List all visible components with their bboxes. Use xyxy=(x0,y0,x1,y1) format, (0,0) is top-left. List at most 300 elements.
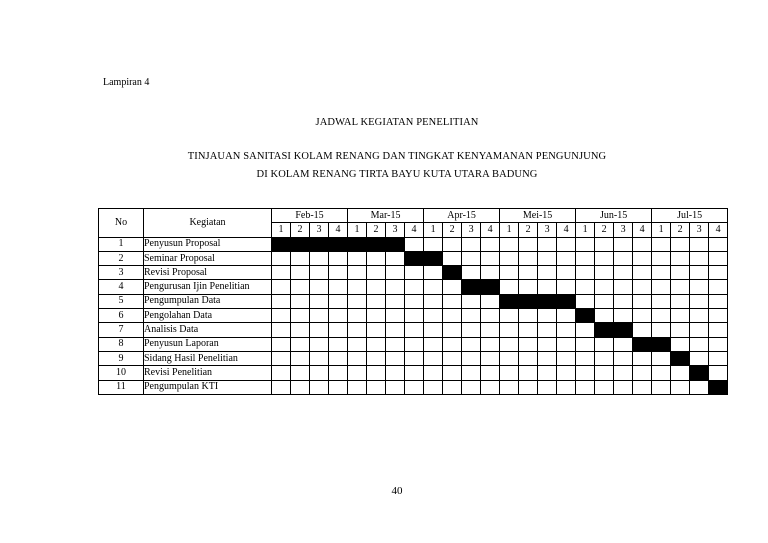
schedule-cell xyxy=(614,280,633,294)
schedule-cell xyxy=(595,280,614,294)
schedule-cell xyxy=(443,251,462,265)
row-number: 5 xyxy=(99,294,144,308)
schedule-cell xyxy=(481,337,500,351)
schedule-cell xyxy=(310,309,329,323)
schedule-cell xyxy=(538,366,557,380)
schedule-cell xyxy=(576,351,595,365)
schedule-cell xyxy=(272,323,291,337)
schedule-cell xyxy=(462,237,481,251)
schedule-cell-active xyxy=(709,380,728,394)
schedule-cell xyxy=(595,309,614,323)
schedule-cell xyxy=(614,351,633,365)
schedule-cell xyxy=(386,323,405,337)
activity-name: Pengurusan Ijin Penelitian xyxy=(144,280,272,294)
activity-name: Penyusun Laporan xyxy=(144,337,272,351)
schedule-cell xyxy=(481,266,500,280)
schedule-cell xyxy=(443,337,462,351)
schedule-cell xyxy=(500,323,519,337)
schedule-cell xyxy=(538,280,557,294)
schedule-cell xyxy=(386,294,405,308)
schedule-cell xyxy=(329,380,348,394)
schedule-cell xyxy=(576,266,595,280)
schedule-cell xyxy=(405,323,424,337)
schedule-cell xyxy=(690,251,709,265)
schedule-cell xyxy=(576,251,595,265)
schedule-cell xyxy=(348,251,367,265)
document-title: JADWAL KEGIATAN PENELITIAN xyxy=(315,117,479,128)
week-header: 3 xyxy=(386,223,405,237)
schedule-cell xyxy=(538,237,557,251)
table-row xyxy=(99,266,728,280)
week-header: 2 xyxy=(367,223,386,237)
schedule-cell xyxy=(329,266,348,280)
schedule-cell-active xyxy=(557,294,576,308)
schedule-cell xyxy=(272,266,291,280)
schedule-cell xyxy=(462,351,481,365)
row-number: 1 xyxy=(99,237,144,251)
schedule-cell xyxy=(348,351,367,365)
schedule-cell xyxy=(709,309,728,323)
week-header: 1 xyxy=(348,223,367,237)
schedule-cell xyxy=(424,294,443,308)
week-header: 1 xyxy=(424,223,443,237)
schedule-cell xyxy=(386,309,405,323)
schedule-cell xyxy=(709,294,728,308)
schedule-cell xyxy=(481,380,500,394)
table-row xyxy=(99,366,728,380)
schedule-cell-active xyxy=(462,280,481,294)
schedule-cell-active xyxy=(386,237,405,251)
schedule-cell xyxy=(557,380,576,394)
schedule-cell xyxy=(329,366,348,380)
schedule-cell xyxy=(405,366,424,380)
schedule-cell xyxy=(329,251,348,265)
schedule-cell xyxy=(386,351,405,365)
schedule-cell xyxy=(652,280,671,294)
schedule-cell xyxy=(310,251,329,265)
schedule-cell xyxy=(500,237,519,251)
schedule-cell xyxy=(367,366,386,380)
schedule-cell xyxy=(367,294,386,308)
schedule-cell xyxy=(310,337,329,351)
schedule-cell xyxy=(462,380,481,394)
schedule-cell xyxy=(291,366,310,380)
schedule-cell xyxy=(690,323,709,337)
schedule-cell xyxy=(690,294,709,308)
schedule-cell xyxy=(272,337,291,351)
schedule-cell xyxy=(709,237,728,251)
week-header: 4 xyxy=(481,223,500,237)
schedule-cell xyxy=(500,266,519,280)
schedule-cell xyxy=(272,380,291,394)
week-header: 3 xyxy=(462,223,481,237)
activity-name: Revisi Penelitian xyxy=(144,366,272,380)
schedule-cell xyxy=(462,294,481,308)
schedule-cell xyxy=(614,337,633,351)
schedule-cell xyxy=(652,294,671,308)
activity-name: Analisis Data xyxy=(144,323,272,337)
schedule-cell xyxy=(633,380,652,394)
schedule-cell xyxy=(671,266,690,280)
schedule-cell xyxy=(576,323,595,337)
activity-name: Pengumpulan Data xyxy=(144,294,272,308)
schedule-cell-active xyxy=(367,237,386,251)
schedule-cell-active xyxy=(481,280,500,294)
schedule-cell xyxy=(690,337,709,351)
schedule-cell xyxy=(272,294,291,308)
schedule-cell xyxy=(709,323,728,337)
schedule-cell xyxy=(424,337,443,351)
schedule-cell xyxy=(405,309,424,323)
week-header: 2 xyxy=(519,223,538,237)
schedule-cell xyxy=(310,380,329,394)
schedule-cell xyxy=(614,380,633,394)
schedule-cell xyxy=(424,366,443,380)
row-number: 10 xyxy=(99,366,144,380)
schedule-cell-active xyxy=(348,237,367,251)
schedule-cell xyxy=(291,294,310,308)
schedule-cell xyxy=(576,380,595,394)
month-header: Jun-15 xyxy=(576,209,652,223)
month-header: Mei-15 xyxy=(500,209,576,223)
schedule-cell xyxy=(595,337,614,351)
schedule-cell xyxy=(443,309,462,323)
month-header: Apr-15 xyxy=(424,209,500,223)
schedule-cell xyxy=(367,380,386,394)
schedule-cell xyxy=(310,266,329,280)
schedule-cell xyxy=(424,266,443,280)
schedule-cell xyxy=(576,337,595,351)
table-row xyxy=(99,337,728,351)
table-row xyxy=(99,380,728,394)
schedule-cell-active xyxy=(291,237,310,251)
schedule-cell xyxy=(519,337,538,351)
schedule-cell xyxy=(386,380,405,394)
schedule-cell xyxy=(500,309,519,323)
schedule-cell xyxy=(538,337,557,351)
schedule-cell xyxy=(671,237,690,251)
schedule-cell xyxy=(690,237,709,251)
schedule-cell xyxy=(538,309,557,323)
week-header: 2 xyxy=(291,223,310,237)
schedule-cell xyxy=(367,266,386,280)
schedule-cell xyxy=(633,309,652,323)
schedule-cell xyxy=(519,366,538,380)
week-header: 3 xyxy=(310,223,329,237)
schedule-cell xyxy=(690,380,709,394)
schedule-cell xyxy=(481,366,500,380)
schedule-cell xyxy=(595,251,614,265)
schedule-cell xyxy=(481,351,500,365)
table-row xyxy=(99,237,728,251)
schedule-cell-active xyxy=(633,337,652,351)
schedule-cell xyxy=(405,266,424,280)
schedule-cell xyxy=(272,251,291,265)
week-header: 2 xyxy=(443,223,462,237)
schedule-cell xyxy=(386,251,405,265)
schedule-cell xyxy=(538,351,557,365)
schedule-cell xyxy=(614,294,633,308)
schedule-cell xyxy=(272,351,291,365)
schedule-cell xyxy=(500,337,519,351)
schedule-cell xyxy=(424,237,443,251)
schedule-cell xyxy=(538,380,557,394)
schedule-cell xyxy=(405,380,424,394)
schedule-cell xyxy=(272,309,291,323)
schedule-cell-active xyxy=(443,266,462,280)
schedule-cell xyxy=(633,323,652,337)
schedule-cell xyxy=(633,266,652,280)
week-header: 3 xyxy=(538,223,557,237)
schedule-cell xyxy=(367,251,386,265)
schedule-cell xyxy=(462,337,481,351)
week-header: 2 xyxy=(595,223,614,237)
table-row xyxy=(99,309,728,323)
schedule-cell xyxy=(500,351,519,365)
week-header: 1 xyxy=(576,223,595,237)
schedule-cell xyxy=(595,380,614,394)
schedule-cell xyxy=(481,309,500,323)
activity-name: Sidang Hasil Penelitian xyxy=(144,351,272,365)
schedule-cell xyxy=(405,280,424,294)
schedule-cell xyxy=(462,366,481,380)
schedule-cell xyxy=(291,351,310,365)
week-header: 3 xyxy=(690,223,709,237)
week-header: 1 xyxy=(272,223,291,237)
schedule-cell xyxy=(367,337,386,351)
document-subtitle-line1: TINJAUAN SANITASI KOLAM RENANG DAN TINGKAT KENYAMANAN PENGUNJUNG xyxy=(187,151,607,162)
schedule-cell xyxy=(462,251,481,265)
schedule-cell xyxy=(652,309,671,323)
week-header: 4 xyxy=(709,223,728,237)
schedule-cell xyxy=(500,380,519,394)
schedule-cell xyxy=(614,309,633,323)
schedule-cell xyxy=(329,337,348,351)
schedule-cell xyxy=(633,280,652,294)
schedule-cell xyxy=(557,251,576,265)
schedule-cell xyxy=(652,323,671,337)
schedule-cell xyxy=(386,266,405,280)
week-header: 4 xyxy=(557,223,576,237)
table-row xyxy=(99,323,728,337)
schedule-cell xyxy=(709,351,728,365)
row-number: 7 xyxy=(99,323,144,337)
schedule-cell xyxy=(310,323,329,337)
schedule-cell xyxy=(519,380,538,394)
page-number: 40 xyxy=(391,485,403,497)
schedule-cell xyxy=(329,294,348,308)
schedule-cell xyxy=(424,351,443,365)
schedule-cell xyxy=(500,280,519,294)
schedule-cell xyxy=(405,337,424,351)
schedule-cell xyxy=(310,294,329,308)
table-row xyxy=(99,280,728,294)
schedule-cell xyxy=(443,294,462,308)
schedule-cell xyxy=(709,366,728,380)
schedule-cell xyxy=(614,251,633,265)
schedule-cell xyxy=(709,337,728,351)
schedule-cell xyxy=(614,266,633,280)
schedule-cell xyxy=(519,237,538,251)
schedule-cell-active xyxy=(595,323,614,337)
schedule-cell xyxy=(595,351,614,365)
schedule-cell xyxy=(538,251,557,265)
schedule-cell-active xyxy=(671,351,690,365)
schedule-cell xyxy=(329,323,348,337)
schedule-cell xyxy=(633,351,652,365)
schedule-cell xyxy=(329,309,348,323)
schedule-cell xyxy=(690,309,709,323)
schedule-cell xyxy=(576,237,595,251)
week-header: 4 xyxy=(329,223,348,237)
schedule-cell xyxy=(671,380,690,394)
attachment-label: Lampiran 4 xyxy=(103,77,150,88)
schedule-cell-active xyxy=(424,251,443,265)
schedule-cell xyxy=(462,309,481,323)
schedule-cell xyxy=(652,380,671,394)
schedule-cell xyxy=(595,237,614,251)
schedule-cell xyxy=(595,266,614,280)
schedule-cell xyxy=(367,351,386,365)
schedule-cell xyxy=(386,337,405,351)
schedule-cell xyxy=(538,266,557,280)
activity-name: Revisi Proposal xyxy=(144,266,272,280)
schedule-cell xyxy=(291,280,310,294)
schedule-cell-active xyxy=(538,294,557,308)
schedule-cell xyxy=(424,323,443,337)
schedule-cell xyxy=(633,251,652,265)
schedule-cell xyxy=(386,366,405,380)
schedule-cell xyxy=(462,266,481,280)
schedule-cell-active xyxy=(405,251,424,265)
document-subtitle-line2: DI KOLAM RENANG TIRTA BAYU KUTA UTARA BADUNG xyxy=(256,169,538,180)
schedule-cell-active xyxy=(329,237,348,251)
schedule-cell xyxy=(272,366,291,380)
schedule-cell xyxy=(557,237,576,251)
schedule-table xyxy=(98,208,728,395)
schedule-cell xyxy=(291,309,310,323)
schedule-cell xyxy=(291,266,310,280)
schedule-cell xyxy=(443,351,462,365)
week-header: 1 xyxy=(652,223,671,237)
schedule-cell xyxy=(348,337,367,351)
schedule-cell xyxy=(443,323,462,337)
schedule-cell-active xyxy=(519,294,538,308)
schedule-cell xyxy=(690,266,709,280)
activity-name: Pengumpulan KTI xyxy=(144,380,272,394)
schedule-cell xyxy=(310,280,329,294)
schedule-cell xyxy=(443,366,462,380)
table-row xyxy=(99,251,728,265)
schedule-cell xyxy=(652,351,671,365)
schedule-cell xyxy=(671,294,690,308)
schedule-cell xyxy=(614,237,633,251)
schedule-cell xyxy=(538,323,557,337)
schedule-cell xyxy=(367,309,386,323)
schedule-cell xyxy=(367,323,386,337)
schedule-cell xyxy=(329,351,348,365)
schedule-cell xyxy=(709,266,728,280)
schedule-cell xyxy=(595,294,614,308)
schedule-cell xyxy=(481,237,500,251)
schedule-cell xyxy=(348,280,367,294)
schedule-cell xyxy=(481,294,500,308)
schedule-cell xyxy=(500,366,519,380)
schedule-cell xyxy=(443,280,462,294)
schedule-cell xyxy=(310,366,329,380)
schedule-cell xyxy=(272,280,291,294)
schedule-cell xyxy=(652,266,671,280)
row-number: 3 xyxy=(99,266,144,280)
row-number: 2 xyxy=(99,251,144,265)
table-row xyxy=(99,294,728,308)
schedule-cell xyxy=(690,280,709,294)
schedule-cell xyxy=(348,309,367,323)
schedule-cell xyxy=(671,251,690,265)
month-header-row xyxy=(99,209,728,223)
schedule-cell xyxy=(595,366,614,380)
week-header: 2 xyxy=(671,223,690,237)
schedule-cell xyxy=(671,280,690,294)
schedule-cell xyxy=(443,380,462,394)
schedule-cell xyxy=(576,366,595,380)
activity-name: Pengolahan Data xyxy=(144,309,272,323)
row-number: 4 xyxy=(99,280,144,294)
schedule-cell xyxy=(690,351,709,365)
header-no: No xyxy=(99,209,144,238)
schedule-cell xyxy=(405,294,424,308)
schedule-cell xyxy=(348,266,367,280)
schedule-cell xyxy=(633,294,652,308)
schedule-cell xyxy=(310,351,329,365)
schedule-cell xyxy=(652,251,671,265)
schedule-cell xyxy=(348,294,367,308)
schedule-cell xyxy=(367,280,386,294)
schedule-cell xyxy=(481,323,500,337)
schedule-cell xyxy=(519,251,538,265)
schedule-cell-active xyxy=(272,237,291,251)
schedule-cell xyxy=(348,323,367,337)
month-header: Feb-15 xyxy=(272,209,348,223)
schedule-cell xyxy=(519,323,538,337)
schedule-cell-active xyxy=(652,337,671,351)
schedule-cell xyxy=(519,280,538,294)
activity-name: Penyusun Proposal xyxy=(144,237,272,251)
schedule-cell xyxy=(519,351,538,365)
schedule-cell xyxy=(557,351,576,365)
header-activity: Kegiatan xyxy=(144,209,272,238)
schedule-cell xyxy=(576,294,595,308)
schedule-cell xyxy=(709,280,728,294)
schedule-cell xyxy=(557,366,576,380)
schedule-cell xyxy=(557,280,576,294)
schedule-cell-active xyxy=(614,323,633,337)
week-header: 1 xyxy=(500,223,519,237)
schedule-cell xyxy=(614,366,633,380)
schedule-cell xyxy=(576,280,595,294)
schedule-cell-active xyxy=(310,237,329,251)
schedule-cell xyxy=(652,237,671,251)
schedule-cell xyxy=(405,351,424,365)
schedule-cell xyxy=(481,251,500,265)
activity-name: Seminar Proposal xyxy=(144,251,272,265)
schedule-cell xyxy=(671,337,690,351)
schedule-cell xyxy=(329,280,348,294)
month-header: Mar-15 xyxy=(348,209,424,223)
schedule-cell xyxy=(671,366,690,380)
schedule-cell xyxy=(557,337,576,351)
schedule-cell xyxy=(557,323,576,337)
